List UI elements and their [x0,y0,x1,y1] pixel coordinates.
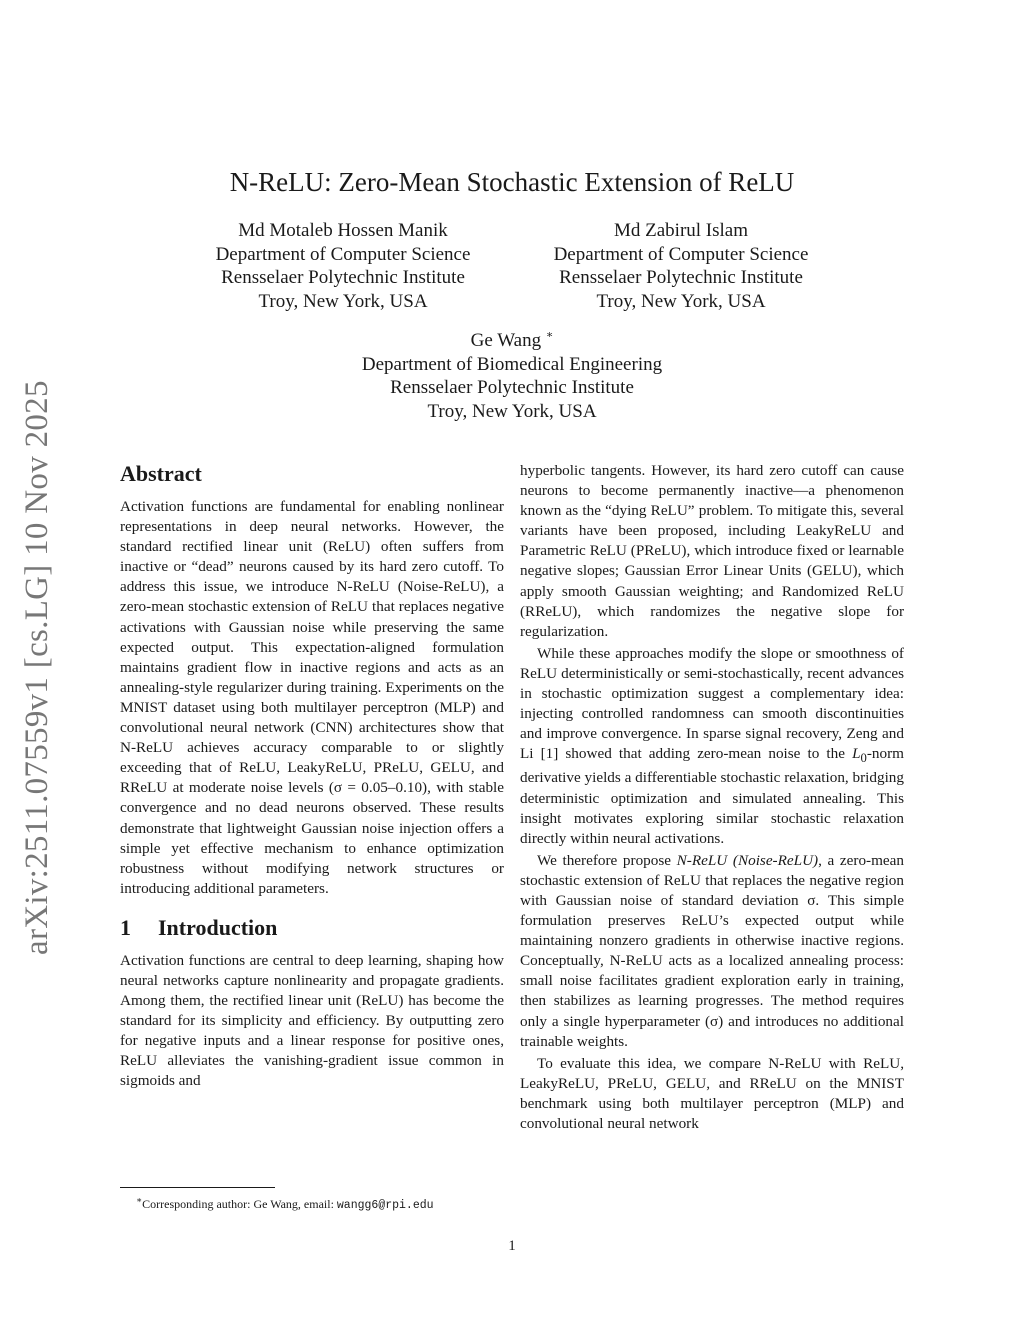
paragraph-text: We therefore propose [537,851,677,869]
email-link[interactable]: wangg6@rpi.edu [336,1199,434,1212]
intro-paragraph-4: To evaluate this idea, we compare N-ReLU with ReLU, LeakyReLU, PReLU, GELU, and RReLU on the MNIST benchmark using both multilayer perceptron (MLP) and convolutional neural network [520,1054,904,1133]
author-name: Ge Wang [470,330,542,351]
corresponding-author-marker: ∗ [545,329,554,341]
author-department: Department of Computer Science [215,243,471,265]
paper-title: N-ReLU: Zero-Mean Stochastic Extension of ReLU [229,167,795,197]
right-column [520,461,904,1134]
left-column [120,459,504,1092]
page-number: 1 [508,1238,516,1254]
author-block-1 [180,219,506,313]
section-heading-introduction [120,913,504,943]
math-subscript: 0 [860,751,867,766]
author-location: Troy, New York, USA [596,290,766,312]
intro-paragraph-2 [520,644,904,849]
footnote-marker: ∗ [136,1195,143,1205]
method-name: N-ReLU (Noise-ReLU) [676,851,819,869]
author-institute: Rensselaer Polytechnic Institute [390,377,634,398]
author-block-2 [518,219,844,313]
author-location: Troy, New York, USA [258,290,428,312]
section-number: 1 [120,914,131,940]
author-block-3 [312,324,712,423]
arxiv-identifier-stamp: arXiv:2511.07559v1 [cs.LG] 10 Nov 2025 [19,380,55,955]
author-institute: Rensselaer Polytechnic Institute [559,267,803,288]
intro-paragraph-1: Activation functions are central to deep learning, shaping how neural networks capture nonlinearity and propagate gradients. Among them, the rectified linear unit (ReLU) has become the standard for its simplicity and efficiency. By outputting zero for negative inputs and a linear response for positive ones, ReLU alleviates the vanishing-gradient issue common in sigmoids and [120,951,504,1090]
abstract-heading: Abstract [120,461,202,486]
intro-paragraph-1-continued: hyperbolic tangents. However, its hard zero cutoff can cause neurons to become permanently inactive—a phenomenon known as the “dying ReLU” problem. To mitigate this, several variants have been proposed, including LeakyReLU and Parametric ReLU (PReLU), which introduce fixed or learnable negative slopes; Gaussian Error Linear Units (GELU), which apply smooth Gaussian weighting; and Randomized ReLU (RReLU), which randomizes the negative slope for regularization. [520,462,904,640]
author-department: Department of Computer Science [553,243,809,265]
section-title: Introduction [158,914,278,940]
paragraph-text: While these approaches modify the slope or smoothness of ReLU deterministically or semi-stochastically, recent advances in stochastic optimization suggest a complementary idea: injecting controlled randomness can smooth discontinuities and improve convergence. In sparse signal recovery, Zeng and Li [1] showed that adding zero-mean noise to the [520,644,904,763]
footnote-text: Corresponding author: Ge Wang, email: [142,1197,337,1211]
paragraph-text: , a zero-mean stochastic extension of ReLU that replaces the negative region with Gaussian noise of standard deviation σ. This simple formulation preserves ReLU’s expected output while maintaining nonzero gradients in otherwise inactive regions. Conceptually, N-ReLU acts as a localized annealing process: small noise facilitates gradient exploration early in training, then stabilizes as learning progresses. The method requires only a single hyperparameter (σ) and introduces no additional trainable weights. [520,851,904,1050]
author-institute: Rensselaer Polytechnic Institute [221,267,465,288]
footnote-divider [120,1187,275,1188]
intro-paragraph-3 [520,851,904,1052]
math-symbol: L [852,745,861,763]
author-name: Md Zabirul Islam [613,220,749,241]
author-name: Md Motaleb Hossen Manik [238,220,448,241]
paragraph-text: -norm derivative yields a differentiable stochastic relaxation, bridging deterministic optimization and simulated annealing. This insight motivates exploring similar stochastic relaxation directly within neural activations. [520,745,904,847]
footnote [120,1192,520,1214]
abstract-text: Activation functions are fundamental for enabling nonlinear representations in deep neural networks. However, the standard rectified linear unit (ReLU) often suffers from inactive or “dead” neurons caused by its hard zero cutoff. To address this issue, we introduce N-ReLU (Noise-ReLU), a zero-mean stochastic extension of ReLU that replaces negative activations with Gaussian noise while preserving the same expected output. This expectation-aligned formulation maintains gradient flow in inactive regions and acts as an annealing-style regularizer during training. Experiments on the MNIST dataset using both multilayer perceptron (MLP) and convolutional neural network (CNN) architectures show that N-ReLU achieves accuracy comparable to or slightly exceeding that of ReLU, LeakyReLU, PReLU, GELU, and RReLU at moderate noise levels (σ = 0.05–0.10), with stable convergence and no dead neurons observed. These results demonstrate that lightweight Gaussian noise injection offers a simple yet effective mechanism to enhance optimization robustness without modifying network structures or introducing additional parameters. [120,498,504,897]
author-name-row [312,324,712,353]
author-location: Troy, New York, USA [427,400,597,422]
author-department: Department of Biomedical Engineering [361,353,663,375]
